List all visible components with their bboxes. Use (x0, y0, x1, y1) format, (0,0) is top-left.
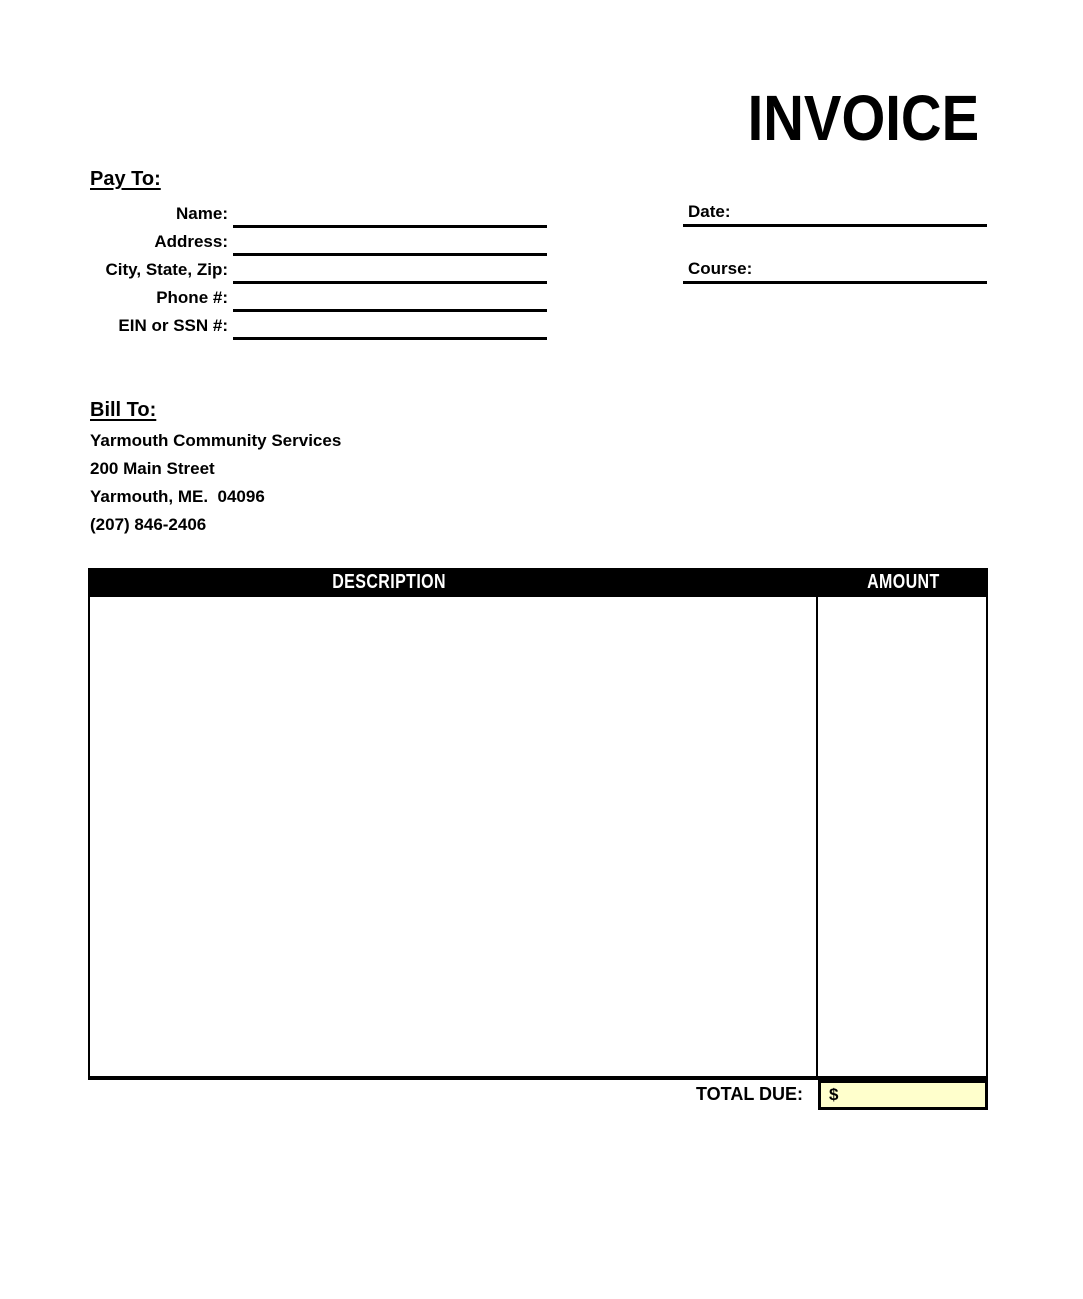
pay-to-address-row (0, 230, 560, 258)
description-column-header: DESCRIPTION (332, 571, 446, 593)
course-row (683, 255, 987, 287)
pay-to-name-row (0, 202, 560, 230)
city-state-zip-input-line[interactable] (233, 281, 547, 284)
date-row (683, 198, 987, 230)
line-items-table (88, 568, 988, 1110)
name-label: Name: (176, 204, 228, 223)
currency-symbol: $ (829, 1085, 839, 1104)
pay-to-city-state-zip-row (0, 258, 560, 286)
ein-ssn-input-line[interactable] (233, 337, 547, 340)
amount-column-header: AMOUNT (866, 571, 940, 593)
pay-to-ein-ssn-row (0, 314, 560, 342)
pay-to-heading: Pay To: (90, 168, 161, 190)
address-label: Address: (154, 232, 228, 251)
page-title: INVOICE (747, 82, 979, 154)
table-body (88, 597, 988, 1080)
address-input-line[interactable] (233, 253, 547, 256)
bill-to-street: 200 Main Street (90, 459, 215, 478)
date-input-line[interactable] (683, 224, 987, 227)
total-row (88, 1080, 988, 1110)
course-input-line[interactable] (683, 281, 987, 284)
phone-label: Phone #: (156, 288, 228, 307)
pay-to-phone-row (0, 286, 560, 314)
bill-to-company: Yarmouth Community Services (90, 431, 342, 450)
total-due-cell[interactable] (818, 1080, 988, 1110)
total-due-label: TOTAL DUE: (696, 1084, 803, 1104)
ein-ssn-label: EIN or SSN #: (118, 316, 228, 335)
bill-to-phone: (207) 846-2406 (90, 515, 207, 534)
date-label: Date: (688, 202, 731, 221)
city-state-zip-label: City, State, Zip: (105, 260, 228, 279)
bill-to-heading: Bill To: (90, 399, 157, 421)
amount-cell[interactable] (818, 597, 986, 1076)
course-label: Course: (688, 259, 753, 278)
description-cell[interactable] (90, 597, 818, 1076)
bill-to-city-state-zip: Yarmouth, ME. 04096 (90, 487, 265, 506)
phone-input-line[interactable] (233, 309, 547, 312)
table-header-row (88, 568, 988, 597)
name-input-line[interactable] (233, 225, 547, 228)
